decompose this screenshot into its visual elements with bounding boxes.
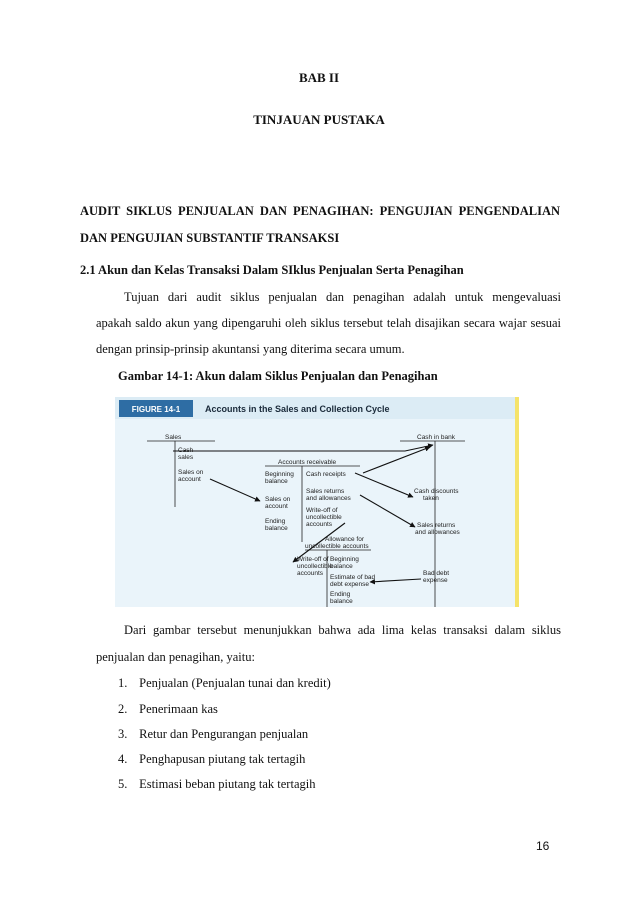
allow-writeoff-1: Write-off of: [297, 556, 329, 563]
allow-ending-1: Ending: [330, 591, 351, 598]
allow-ending-2: balance: [330, 598, 353, 605]
sales-on-account-2: account: [178, 476, 201, 483]
ar-writeoff-1: Write-off of: [306, 507, 338, 514]
list-text: Penghapusan piutang tak tertagih: [139, 752, 306, 766]
list-number: 2.: [118, 702, 128, 716]
figure-badge-text: FIGURE 14-1: [131, 405, 181, 414]
allow-beginning-1: Beginning: [330, 556, 359, 563]
list-text: Retur dan Pengurangan penjualan: [139, 727, 309, 741]
ar-sales-returns-1: Sales returns: [306, 488, 345, 495]
bad-debt-1: Bad debt: [423, 570, 450, 577]
figure-accent-border: [515, 397, 519, 607]
paragraph-1-line3: dengan prinsip-prinsip akuntansi yang diterima secara umum.: [96, 342, 405, 356]
section-heading-line2: DAN PENGUJIAN SUBSTANTIF TRANSAKSI: [80, 231, 340, 245]
cash-sales-1: Cash: [178, 447, 194, 454]
ar-writeoff-3: accounts: [306, 521, 333, 528]
subsection-heading: 2.1 Akun dan Kelas Transaksi Dalam SIklus Penjualan Serta Penagihan: [80, 263, 464, 277]
allow-estimate-2: debt expense: [330, 581, 370, 588]
bad-debt-2: expense: [423, 577, 448, 584]
list-item: [118, 727, 308, 742]
ar-sales-returns-2: and allowances: [306, 495, 351, 502]
figure-title: Accounts in the Sales and Collection Cycle: [205, 404, 390, 414]
allowance-label-1: Allowance for: [325, 536, 365, 543]
cash-discounts-2: taken: [423, 495, 439, 502]
figure-caption: Gambar 14-1: Akun dalam Siklus Penjualan dan Penagihan: [118, 369, 438, 383]
ar-sales-on-account-2: account: [265, 503, 288, 510]
cash-sales-2: sales: [178, 454, 194, 461]
sr-right-2: and allowances: [415, 529, 460, 536]
allow-writeoff-2: uncollectible: [297, 563, 333, 570]
paragraph-2-line1: Dari gambar tersebut menunjukkan bahwa ada lima kelas transaksi dalam siklus: [124, 623, 561, 637]
sr-right-1: Sales returns: [417, 522, 456, 529]
allowance-label-2: uncollectible accounts: [305, 543, 369, 550]
allow-estimate-1: Estimate of bad: [330, 574, 376, 581]
ar-beginning-2: balance: [265, 478, 288, 485]
list-text: Penerimaan kas: [139, 702, 218, 716]
sales-on-account-1: Sales on: [178, 469, 204, 476]
figure-accounts-diagram: [115, 397, 519, 607]
list-item: [118, 676, 331, 691]
ar-sales-on-account-1: Sales on: [265, 496, 291, 503]
paragraph-1-line2: apakah saldo akun yang dipengaruhi oleh siklus tersebut telah disajikan secara wajar sesuai: [96, 316, 561, 330]
list-item: [118, 752, 305, 767]
allow-writeoff-3: accounts: [297, 570, 324, 577]
list-item: [118, 702, 218, 717]
list-text: Penjualan (Penjualan tunai dan kredit): [139, 676, 331, 690]
paragraph-1-line1: Tujuan dari audit siklus penjualan dan penagihan adalah untuk mengevaluasi: [124, 290, 561, 304]
list-number: 4.: [118, 752, 128, 766]
ar-ending-2: balance: [265, 525, 288, 532]
cash-discounts-1: Cash discounts: [414, 488, 459, 495]
sales-label: Sales: [165, 434, 182, 441]
list-number: 1.: [118, 676, 128, 690]
list-number: 5.: [118, 777, 128, 791]
chapter-title: TINJAUAN PUSTAKA: [253, 112, 385, 127]
ar-writeoff-2: uncollectible: [306, 514, 342, 521]
accounts-receivable-label: Accounts receivable: [278, 459, 337, 466]
paragraph-2-line2: penjualan dan penagihan, yaitu:: [96, 650, 255, 664]
allow-beginning-2: balance: [330, 563, 353, 570]
page-number: 16: [536, 839, 550, 853]
chapter-number: BAB II: [298, 70, 340, 85]
ar-ending-1: Ending: [265, 518, 286, 525]
list-text: Estimasi beban piutang tak tertagih: [139, 777, 316, 791]
list-item: [118, 777, 315, 792]
list-number: 3.: [118, 727, 128, 741]
ar-cash-receipts: Cash receipts: [306, 471, 346, 478]
cash-in-bank-label: Cash in bank: [417, 434, 455, 441]
section-heading-line1: AUDIT SIKLUS PENJUALAN DAN PENAGIHAN: PENGUJIAN PENGENDALIAN: [80, 204, 560, 218]
ar-beginning-1: Beginning: [265, 471, 294, 478]
